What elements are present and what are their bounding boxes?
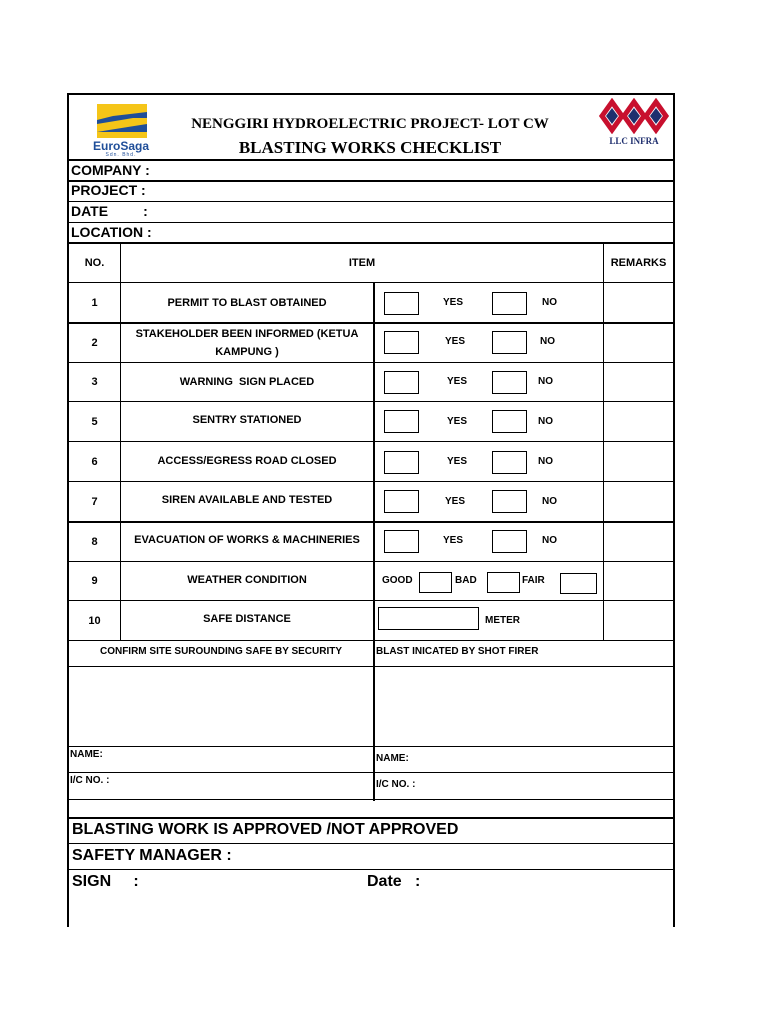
divider bbox=[67, 159, 675, 161]
yes-label: YES bbox=[447, 456, 468, 467]
yes-label: YES bbox=[447, 376, 468, 387]
security-ic-label: I/C NO. : bbox=[70, 775, 110, 786]
confirm-shot-firer-label: BLAST INICATED BY SHOT FIRER bbox=[376, 646, 539, 657]
safe-distance-input[interactable] bbox=[378, 607, 479, 630]
meter-label: METER bbox=[485, 615, 520, 626]
divider bbox=[67, 843, 675, 844]
weather-good-label: GOOD bbox=[382, 575, 413, 586]
no-label: NO bbox=[540, 336, 555, 347]
location-label: LOCATION : bbox=[71, 224, 152, 240]
row-number: 1 bbox=[91, 297, 98, 309]
row-item: WEATHER CONDITION bbox=[187, 573, 307, 586]
row-number: 2 bbox=[91, 336, 98, 349]
no-label: NO bbox=[542, 496, 557, 507]
divider bbox=[67, 222, 675, 223]
yes-checkbox[interactable] bbox=[384, 331, 419, 354]
row-number: 5 bbox=[91, 415, 98, 428]
yes-label: YES bbox=[447, 416, 468, 427]
eurosaga-logo bbox=[83, 102, 159, 158]
yes-checkbox[interactable] bbox=[384, 490, 419, 513]
row-number: 7 bbox=[91, 495, 98, 508]
confirm-security-label: CONFIRM SITE SUROUNDING SAFE BY SECURITY bbox=[99, 646, 343, 657]
no-checkbox[interactable] bbox=[492, 410, 527, 433]
table-col-divider bbox=[373, 282, 375, 801]
yes-label: YES bbox=[443, 535, 464, 546]
divider bbox=[67, 869, 675, 870]
yes-checkbox[interactable] bbox=[384, 451, 419, 474]
weather-bad-checkbox[interactable] bbox=[487, 572, 520, 593]
divider bbox=[67, 799, 675, 800]
divider bbox=[67, 746, 675, 747]
approval-statement: BLASTING WORK IS APPROVED /NOT APPROVED bbox=[72, 821, 459, 838]
row-line bbox=[67, 640, 675, 641]
yes-label: YES bbox=[445, 496, 466, 507]
yes-checkbox[interactable] bbox=[384, 410, 419, 433]
no-checkbox[interactable] bbox=[492, 371, 527, 394]
row-item: EVACUATION OF WORKS & MACHINERIES bbox=[134, 533, 360, 546]
date-footer-label: Date : bbox=[367, 873, 421, 890]
no-checkbox[interactable] bbox=[492, 451, 527, 474]
eurosaga-logo-subtext: Sdn. Bhd. bbox=[105, 152, 137, 158]
eurosaga-logo-text: EuroSaga bbox=[92, 139, 149, 153]
divider bbox=[67, 666, 675, 667]
divider bbox=[67, 817, 675, 819]
row-number: 8 bbox=[91, 536, 98, 548]
row-number: 3 bbox=[91, 376, 98, 388]
column-header-remarks: REMARKS bbox=[610, 257, 667, 269]
document-title: BLASTING WORKS CHECKLIST bbox=[238, 138, 502, 157]
no-label: NO bbox=[538, 416, 553, 427]
no-checkbox[interactable] bbox=[492, 530, 527, 553]
llc-infra-logo-graphic bbox=[598, 98, 670, 134]
divider bbox=[67, 201, 675, 202]
yes-label: YES bbox=[443, 297, 464, 308]
security-name-label: NAME: bbox=[70, 749, 103, 760]
row-number: 9 bbox=[91, 575, 98, 587]
llc-infra-logo bbox=[598, 98, 670, 150]
shot-firer-ic-label: I/C NO. : bbox=[376, 779, 416, 790]
sign-label: SIGN : bbox=[72, 873, 139, 890]
column-header-item: ITEM bbox=[348, 257, 376, 269]
row-item: ACCESS/EGRESS ROAD CLOSED bbox=[157, 455, 337, 467]
no-label: NO bbox=[538, 376, 553, 387]
no-label: NO bbox=[542, 535, 557, 546]
weather-fair-label: FAIR bbox=[522, 575, 545, 586]
row-number: 6 bbox=[91, 455, 98, 468]
row-item: SIREN AVAILABLE AND TESTED bbox=[161, 494, 333, 506]
row-item: WARNING SIGN PLACED bbox=[179, 376, 315, 388]
yes-checkbox[interactable] bbox=[384, 371, 419, 394]
no-label: NO bbox=[542, 297, 557, 308]
company-label: COMPANY : bbox=[71, 162, 150, 178]
project-title: NENGGIRI HYDROELECTRIC PROJECT- LOT CW bbox=[191, 116, 549, 132]
no-checkbox[interactable] bbox=[492, 292, 527, 315]
safety-manager-label: SAFETY MANAGER : bbox=[72, 847, 232, 864]
yes-checkbox[interactable] bbox=[384, 530, 419, 553]
shot-firer-name-label: NAME: bbox=[376, 753, 409, 764]
table-col-divider bbox=[603, 243, 604, 641]
row-item: SAFE DISTANCE bbox=[203, 612, 291, 625]
row-item: SENTRY STATIONED bbox=[192, 414, 302, 426]
frame-top bbox=[67, 93, 675, 95]
divider bbox=[67, 772, 675, 773]
no-checkbox[interactable] bbox=[492, 331, 527, 354]
no-checkbox[interactable] bbox=[492, 490, 527, 513]
date-label: DATE : bbox=[71, 203, 148, 219]
row-item: STAKEHOLDER BEEN INFORMED (KETUA KAMPUNG ) bbox=[135, 327, 359, 358]
frame-right bbox=[673, 93, 675, 927]
row-item: PERMIT TO BLAST OBTAINED bbox=[167, 297, 327, 309]
no-label: NO bbox=[538, 456, 553, 467]
divider bbox=[67, 180, 675, 182]
yes-label: YES bbox=[445, 336, 466, 347]
column-header-no: NO. bbox=[84, 257, 105, 269]
row-number: 10 bbox=[88, 614, 101, 627]
weather-fair-checkbox[interactable] bbox=[560, 573, 597, 594]
yes-checkbox[interactable] bbox=[384, 292, 419, 315]
project-label: PROJECT : bbox=[71, 182, 146, 198]
llc-infra-logo-text: LLC INFRA bbox=[609, 136, 659, 146]
weather-bad-label: BAD bbox=[455, 575, 477, 586]
weather-good-checkbox[interactable] bbox=[419, 572, 452, 593]
